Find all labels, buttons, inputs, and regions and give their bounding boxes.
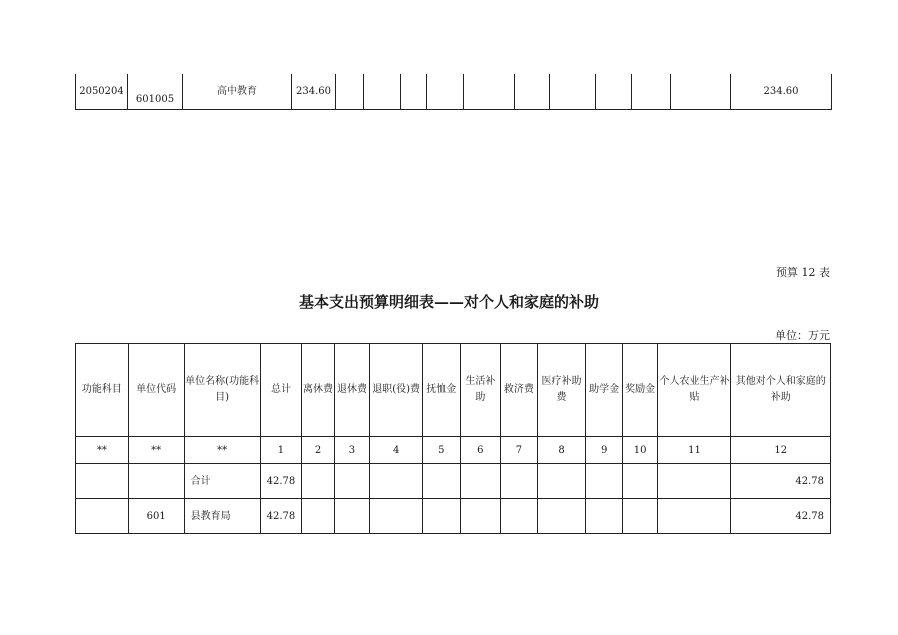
header-cell: 总计 — [260, 344, 302, 437]
header-cell: 离休费 — [302, 344, 334, 437]
header-cell: 医疗补助费 — [537, 344, 586, 437]
index-cell: 4 — [370, 437, 423, 464]
empty-cell — [401, 74, 427, 110]
empty-cell — [427, 74, 464, 110]
table-row — [76, 499, 831, 534]
index-cell: 10 — [622, 437, 658, 464]
header-row — [76, 344, 831, 437]
page-title: 基本支出预算明细表——对个人和家庭的补助 — [298, 293, 599, 311]
unit-name-cell: 县教育局 — [184, 499, 260, 534]
header-cell: 退休费 — [334, 344, 370, 437]
table-number: 预算 12 表 — [776, 266, 830, 279]
empty-cell — [515, 74, 550, 110]
function-code-cell — [76, 499, 129, 534]
header-cell: 其他对个人和家庭的补助 — [731, 344, 831, 437]
empty-cell — [632, 74, 671, 110]
header-cell: 救济费 — [501, 344, 538, 437]
empty-cell — [460, 499, 501, 534]
index-cell: 3 — [334, 437, 370, 464]
empty-cell — [423, 499, 461, 534]
function-code-cell — [76, 464, 129, 499]
empty-cell — [501, 499, 538, 534]
header-cell: 退职(役)费 — [370, 344, 423, 437]
empty-cell — [622, 464, 658, 499]
index-cell: 7 — [501, 437, 538, 464]
total-cell: 42.78 — [260, 499, 302, 534]
index-cell: 2 — [302, 437, 334, 464]
empty-cell — [334, 464, 370, 499]
empty-cell — [302, 464, 334, 499]
other-subsidy-cell: 42.78 — [731, 499, 831, 534]
empty-cell — [464, 74, 515, 110]
previous-budget-table-fragment — [75, 74, 832, 110]
header-cell: 功能科目 — [76, 344, 129, 437]
index-cell: ** — [184, 437, 260, 464]
empty-cell — [586, 464, 623, 499]
empty-cell — [336, 74, 364, 110]
last-value-cell: 234.60 — [731, 74, 832, 110]
index-row — [76, 437, 831, 464]
empty-cell — [537, 464, 586, 499]
header-cell: 单位名称(功能科目) — [184, 344, 260, 437]
index-cell: 1 — [260, 437, 302, 464]
total-cell: 42.78 — [260, 464, 302, 499]
total-cell: 234.60 — [292, 74, 336, 110]
index-cell: 5 — [423, 437, 461, 464]
index-cell: ** — [76, 437, 129, 464]
empty-cell — [460, 464, 501, 499]
index-cell: 12 — [731, 437, 831, 464]
index-cell: 6 — [460, 437, 501, 464]
unit-name-cell: 合计 — [184, 464, 260, 499]
table-row — [76, 74, 832, 110]
empty-cell — [622, 499, 658, 534]
empty-cell — [658, 464, 731, 499]
empty-cell — [550, 74, 596, 110]
header-cell: 奖励金 — [622, 344, 658, 437]
table-row-total — [76, 464, 831, 499]
header-cell: 单位代码 — [128, 344, 184, 437]
empty-cell — [334, 499, 370, 534]
empty-cell — [501, 464, 538, 499]
empty-cell — [537, 499, 586, 534]
other-subsidy-cell: 42.78 — [731, 464, 831, 499]
unit-code-cell — [128, 464, 184, 499]
empty-cell — [671, 74, 731, 110]
index-cell: 9 — [586, 437, 623, 464]
subsidy-budget-table — [75, 343, 831, 534]
header-cell: 生活补助 — [460, 344, 501, 437]
function-code-cell: 2050204 — [76, 74, 128, 110]
empty-cell — [596, 74, 632, 110]
unit-code-cell: 601005 — [128, 74, 183, 110]
empty-cell — [370, 464, 423, 499]
empty-cell — [423, 464, 461, 499]
empty-cell — [658, 499, 731, 534]
header-cell: 助学金 — [586, 344, 623, 437]
index-cell: ** — [128, 437, 184, 464]
empty-cell — [364, 74, 401, 110]
empty-cell — [302, 499, 334, 534]
unit-code-cell: 601 — [128, 499, 184, 534]
empty-cell — [370, 499, 423, 534]
index-cell: 11 — [658, 437, 731, 464]
unit-name-cell: 高中教育 — [183, 74, 292, 110]
header-cell: 个人农业生产补贴 — [658, 344, 731, 437]
index-cell: 8 — [537, 437, 586, 464]
header-cell: 抚恤金 — [423, 344, 461, 437]
unit-label: 单位：万元 — [775, 329, 830, 342]
empty-cell — [586, 499, 623, 534]
